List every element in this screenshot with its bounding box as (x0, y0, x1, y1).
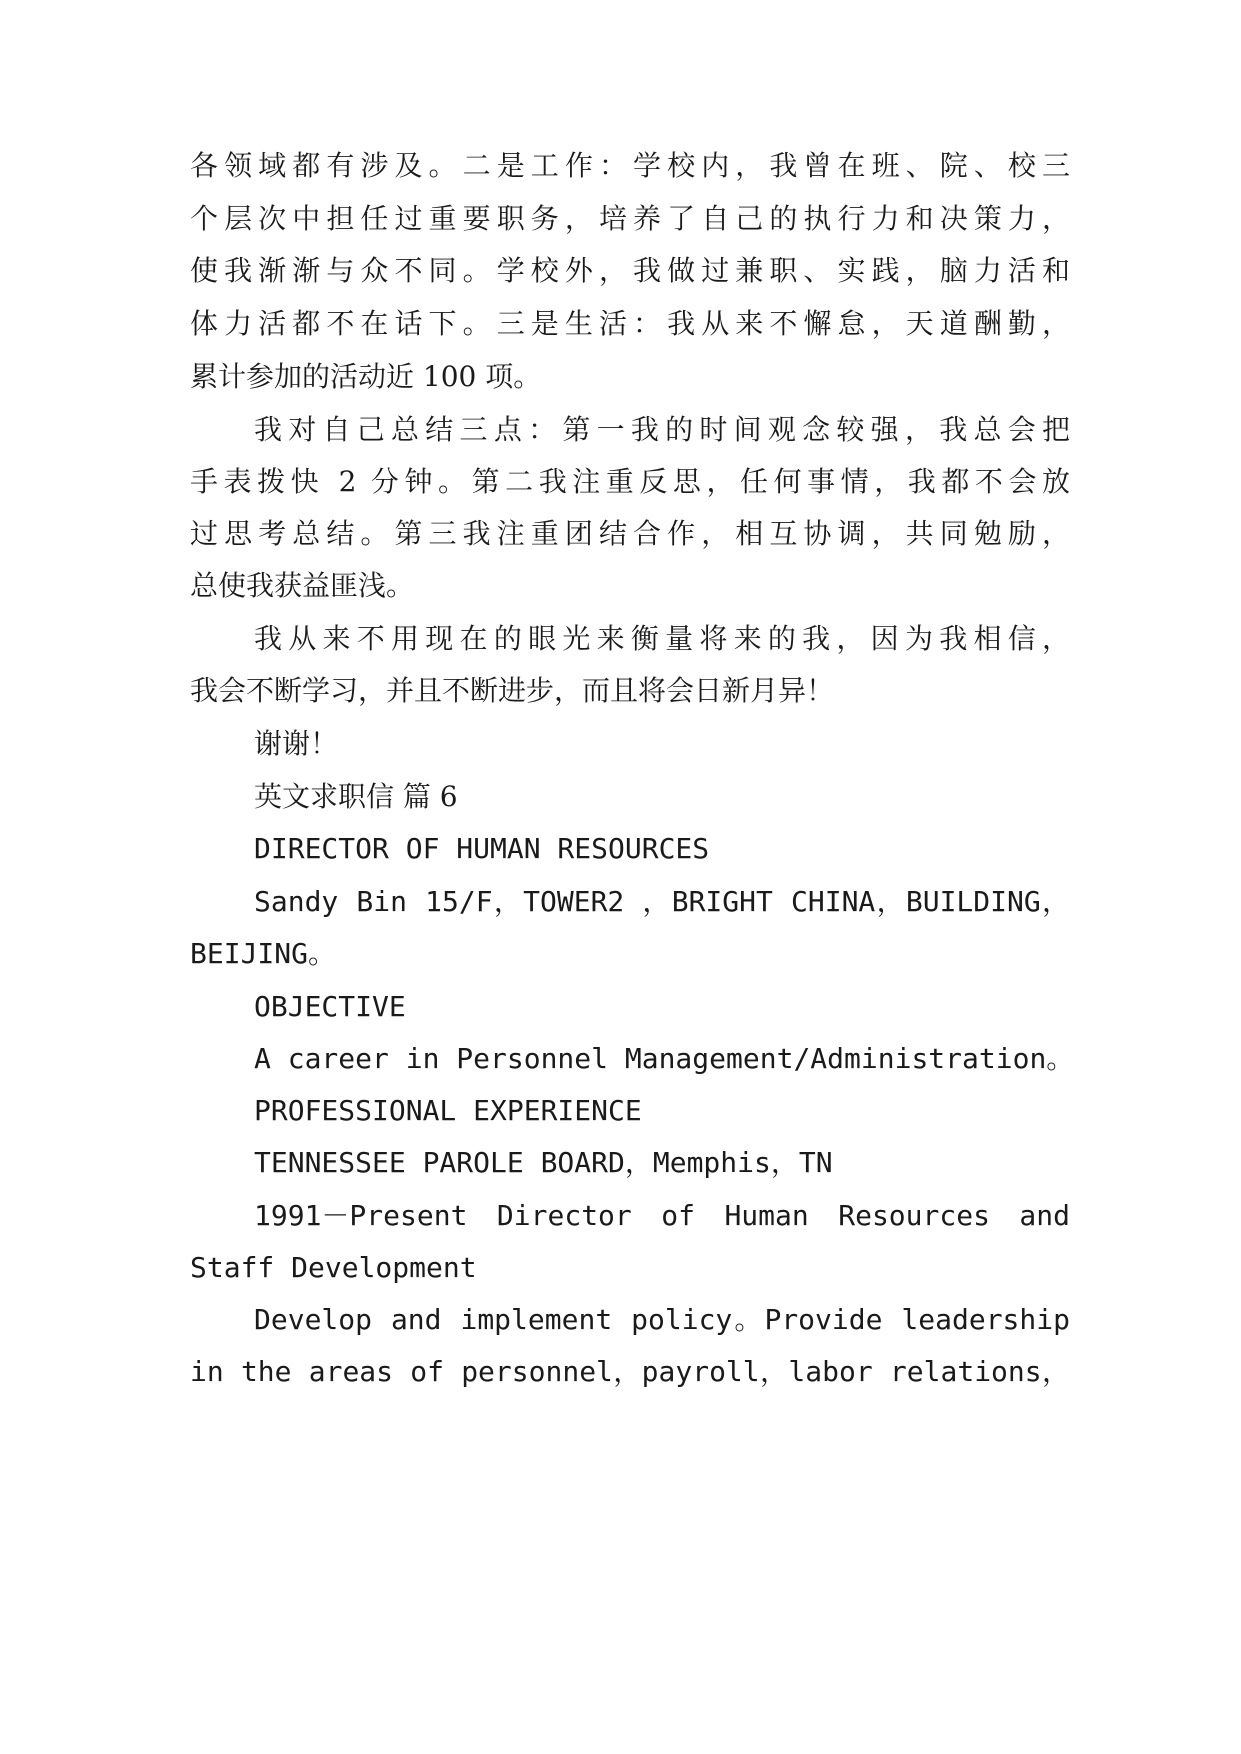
body-text-line: 各领域都有涉及。二是工作：学校内，我曾在班、院、校三 (190, 149, 1070, 182)
section-heading: 英文求职信 篇 6 (254, 780, 458, 813)
body-text-line: 我会不断学习，并且不断进步，而且将会日新月异！ (190, 674, 835, 707)
body-text-line: 手表拨快 2 分钟。第二我注重反思，任何事情，我都不会放 (190, 465, 1070, 498)
objective-text: A career in Personnel Management/Administration。 (254, 1042, 1075, 1075)
body-text-line: 个层次中担任过重要职务，培养了自己的执行力和决策力， (190, 202, 1070, 235)
employer-line: TENNESSEE PAROLE BOARD，Memphis，TN (254, 1146, 833, 1179)
position-line: Staff Development (190, 1251, 477, 1284)
letter-title: DIRECTOR OF HUMAN RESOURCES (254, 832, 710, 865)
paragraph-first-line: 我从来不用现在的眼光来衡量将来的我，因为我相信， (254, 622, 1070, 655)
resume-heading-experience: PROFESSIONAL EXPERIENCE (254, 1094, 642, 1127)
body-text-line: 使我渐渐与众不同。学校外，我做过兼职、实践，脑力活和 (190, 254, 1070, 287)
position-line: 1991－Present Director of Human Resources and (254, 1199, 1070, 1232)
body-text-line: 总使我获益匪浅。 (190, 569, 415, 602)
body-text-line: 累计参加的活动近 100 项。 (190, 360, 542, 393)
address-line: Sandy Bin 15/F，TOWER2 ，BRIGHT CHINA，BUILDING， (254, 885, 1070, 918)
duties-text-line: in the areas of personnel，payroll，labor relations， (190, 1355, 1070, 1388)
closing-thanks: 谢谢！ (254, 727, 339, 760)
resume-heading-objective: OBJECTIVE (254, 990, 406, 1023)
body-text-line: 过思考总结。第三我注重团结合作，相互协调，共同勉励， (190, 517, 1070, 550)
address-line: BEIJING。 (190, 937, 337, 970)
paragraph-first-line: 我对自己总结三点：第一我的时间观念较强，我总会把 (254, 413, 1070, 446)
body-text-line: 体力活都不在话下。三是生活：我从来不懈怠，天道酬勤， (190, 307, 1070, 340)
duties-text-line: Develop and implement policy。Provide leadership (254, 1303, 1070, 1336)
